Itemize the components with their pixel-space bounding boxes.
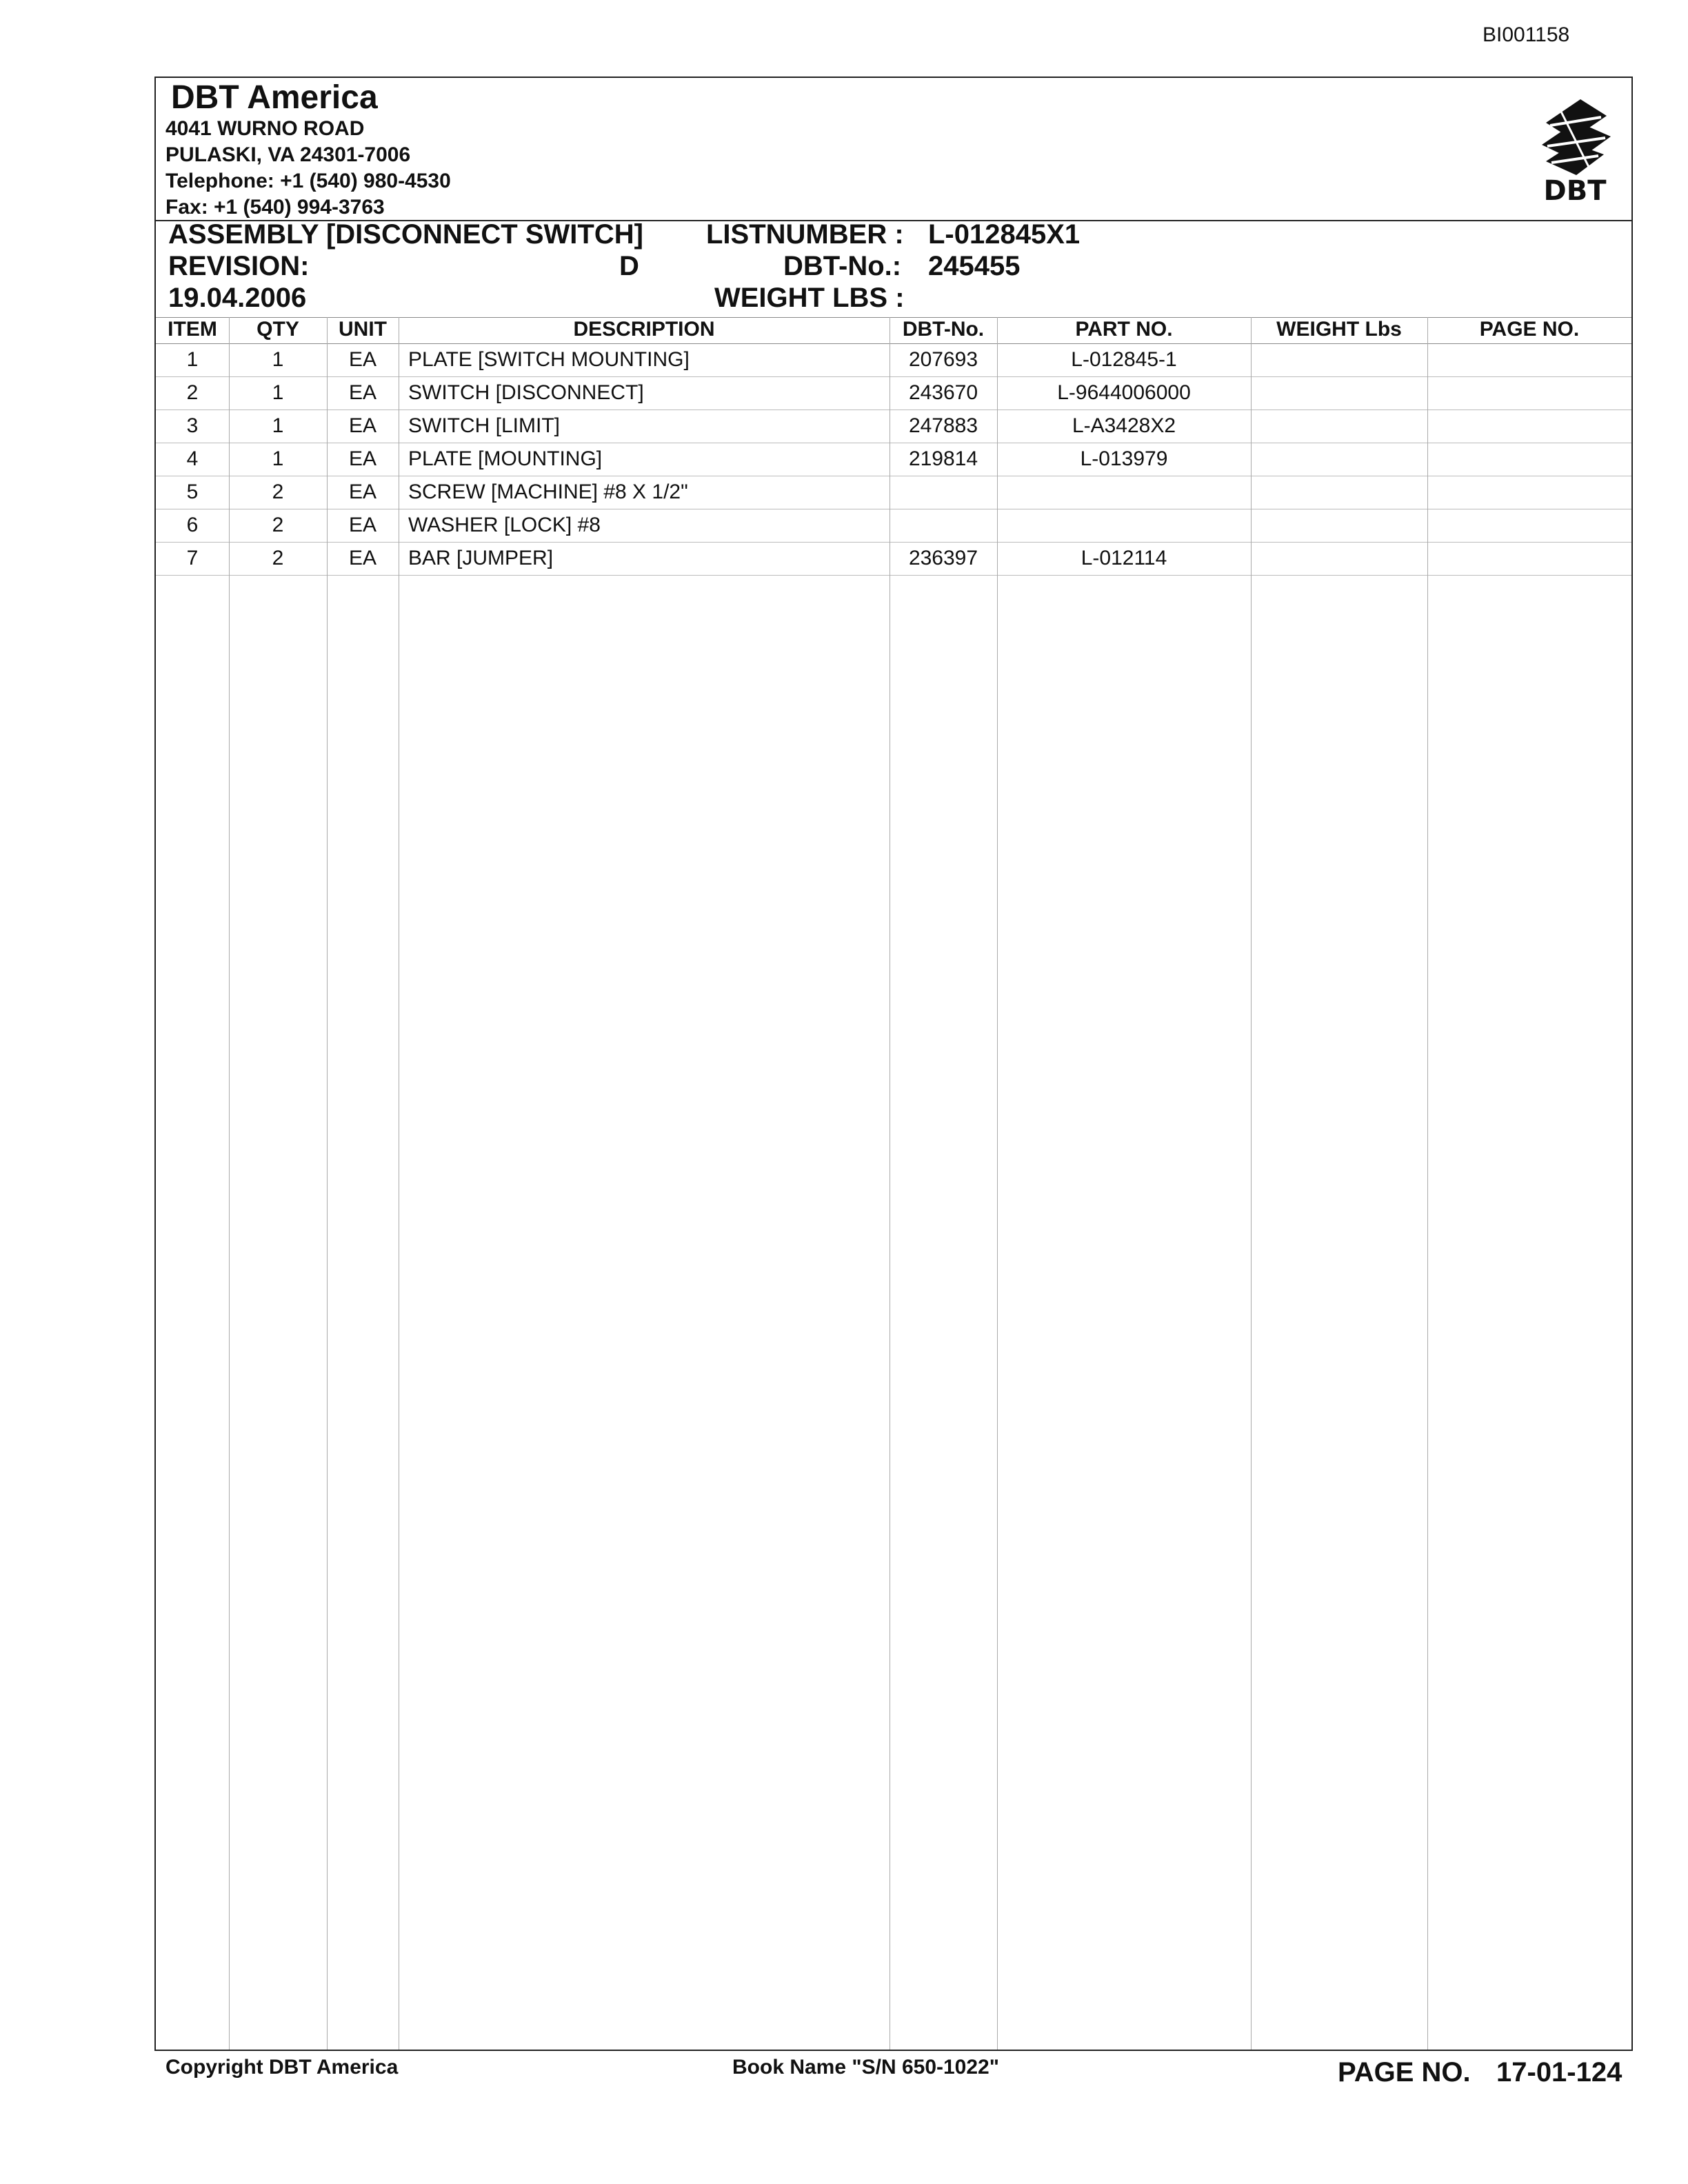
dbt-logo	[1532, 95, 1618, 205]
cell-item: 2	[186, 381, 199, 404]
cell-dbt-no: 207693	[908, 348, 978, 371]
document-date: 19.04.2006	[168, 283, 307, 313]
column-header-page-no: PAGE NO.	[1479, 318, 1580, 341]
cell-weight	[1251, 343, 1427, 376]
cell-qty: 1	[272, 447, 284, 470]
cell-part-no: L-A3428X2	[1072, 414, 1176, 437]
company-name: DBT America	[171, 79, 378, 116]
column-divider	[997, 317, 998, 2050]
cell-unit: EA	[348, 481, 377, 503]
cell-dbt-no: 243670	[908, 381, 978, 404]
cell-dbt-no: 247883	[908, 414, 978, 437]
column-divider	[1251, 317, 1252, 2050]
table-row	[156, 376, 1631, 410]
table-row	[156, 443, 1631, 476]
cell-part-no	[997, 509, 1251, 541]
cell-qty: 2	[272, 481, 284, 503]
cell-dbt-no: 236397	[908, 547, 978, 569]
page-number-label: PAGE NO.	[1338, 2057, 1471, 2087]
cell-qty: 1	[272, 414, 284, 437]
cell-weight	[1251, 542, 1427, 574]
cell-item: 3	[186, 414, 199, 437]
cell-item: 1	[186, 348, 199, 371]
cell-part-no: L-012845-1	[1071, 348, 1177, 371]
column-header-qty: QTY	[257, 318, 299, 341]
revision-value: D	[619, 251, 639, 281]
book-name: Book Name "S/N 650-1022"	[732, 2056, 999, 2079]
cell-item: 5	[186, 481, 199, 503]
cell-weight	[1251, 376, 1427, 409]
company-address-line1: 4041 WURNO ROAD	[165, 117, 365, 140]
cell-part-no	[997, 476, 1251, 508]
column-divider	[327, 317, 328, 2050]
cell-dbt-no: 219814	[908, 447, 978, 470]
cell-qty: 2	[272, 547, 284, 569]
column-header-description: DESCRIPTION	[573, 318, 715, 341]
cell-unit: EA	[348, 414, 377, 437]
cell-page-no	[1427, 476, 1631, 508]
copyright-text: Copyright DBT America	[165, 2056, 399, 2079]
cell-unit: EA	[348, 514, 377, 536]
cell-weight	[1251, 443, 1427, 475]
cell-dbt-no	[890, 476, 997, 508]
company-telephone: Telephone: +1 (540) 980-4530	[165, 170, 451, 192]
row-divider	[156, 575, 1631, 576]
column-divider	[1427, 317, 1428, 2050]
cell-item: 6	[186, 514, 199, 536]
cell-weight	[1251, 410, 1427, 442]
cell-unit: EA	[348, 381, 377, 404]
cell-page-no	[1427, 376, 1631, 409]
cell-page-no	[1427, 443, 1631, 475]
cell-part-no: L-9644006000	[1057, 381, 1191, 404]
cell-unit: EA	[348, 348, 377, 371]
cell-page-no	[1427, 509, 1631, 541]
cell-description: SWITCH [DISCONNECT]	[408, 381, 644, 404]
cell-dbt-no	[890, 509, 997, 541]
cell-qty: 2	[272, 514, 284, 536]
cell-part-no: L-012114	[1081, 547, 1167, 569]
cell-description: PLATE [MOUNTING]	[408, 447, 603, 470]
table-row	[156, 542, 1631, 575]
column-header-unit: UNIT	[339, 318, 387, 341]
cell-qty: 1	[272, 381, 284, 404]
dbt-logo-text: DBT	[1543, 175, 1607, 205]
page-number-value: 17-01-124	[1496, 2057, 1622, 2087]
cell-unit: EA	[348, 547, 377, 569]
dbt-number-value: 245455	[928, 251, 1021, 281]
column-divider	[229, 317, 230, 2050]
weight-label: WEIGHT LBS :	[714, 283, 905, 313]
company-address-line2: PULASKI, VA 24301-7006	[165, 143, 411, 166]
dbt-number-label: DBT-No.:	[783, 251, 902, 281]
cell-unit: EA	[348, 447, 377, 470]
table-row	[156, 509, 1631, 542]
cell-description: PLATE [SWITCH MOUNTING]	[408, 348, 690, 371]
column-header-dbt-no: DBT-No.	[902, 318, 985, 341]
cell-description: WASHER [LOCK] #8	[408, 514, 601, 536]
column-header-part-no: PART NO.	[1075, 318, 1173, 341]
assembly-title: ASSEMBLY [DISCONNECT SWITCH]	[168, 219, 643, 250]
cell-item: 4	[186, 447, 199, 470]
document-id: BI001158	[1483, 23, 1570, 46]
cell-weight	[1251, 509, 1427, 541]
dbt-logo-mark	[1542, 99, 1611, 175]
cell-description: BAR [JUMPER]	[408, 547, 554, 569]
cell-description: SWITCH [LIMIT]	[408, 414, 560, 437]
table-row	[156, 343, 1631, 376]
listnumber-value: L-012845X1	[928, 219, 1081, 250]
cell-qty: 1	[272, 348, 284, 371]
cell-page-no	[1427, 343, 1631, 376]
table-row	[156, 476, 1631, 509]
cell-part-no: L-013979	[1080, 447, 1168, 470]
cell-page-no	[1427, 542, 1631, 574]
cell-weight	[1251, 476, 1427, 508]
cell-page-no	[1427, 410, 1631, 442]
listnumber-label: LISTNUMBER :	[706, 219, 904, 250]
revision-label: REVISION:	[168, 251, 310, 281]
cell-item: 7	[186, 547, 199, 569]
column-header-weight: WEIGHT Lbs	[1276, 318, 1402, 341]
table-row	[156, 410, 1631, 443]
cell-description: SCREW [MACHINE] #8 X 1/2"	[408, 481, 688, 503]
column-header-item: ITEM	[168, 318, 217, 341]
company-fax: Fax: +1 (540) 994-3763	[165, 196, 385, 219]
